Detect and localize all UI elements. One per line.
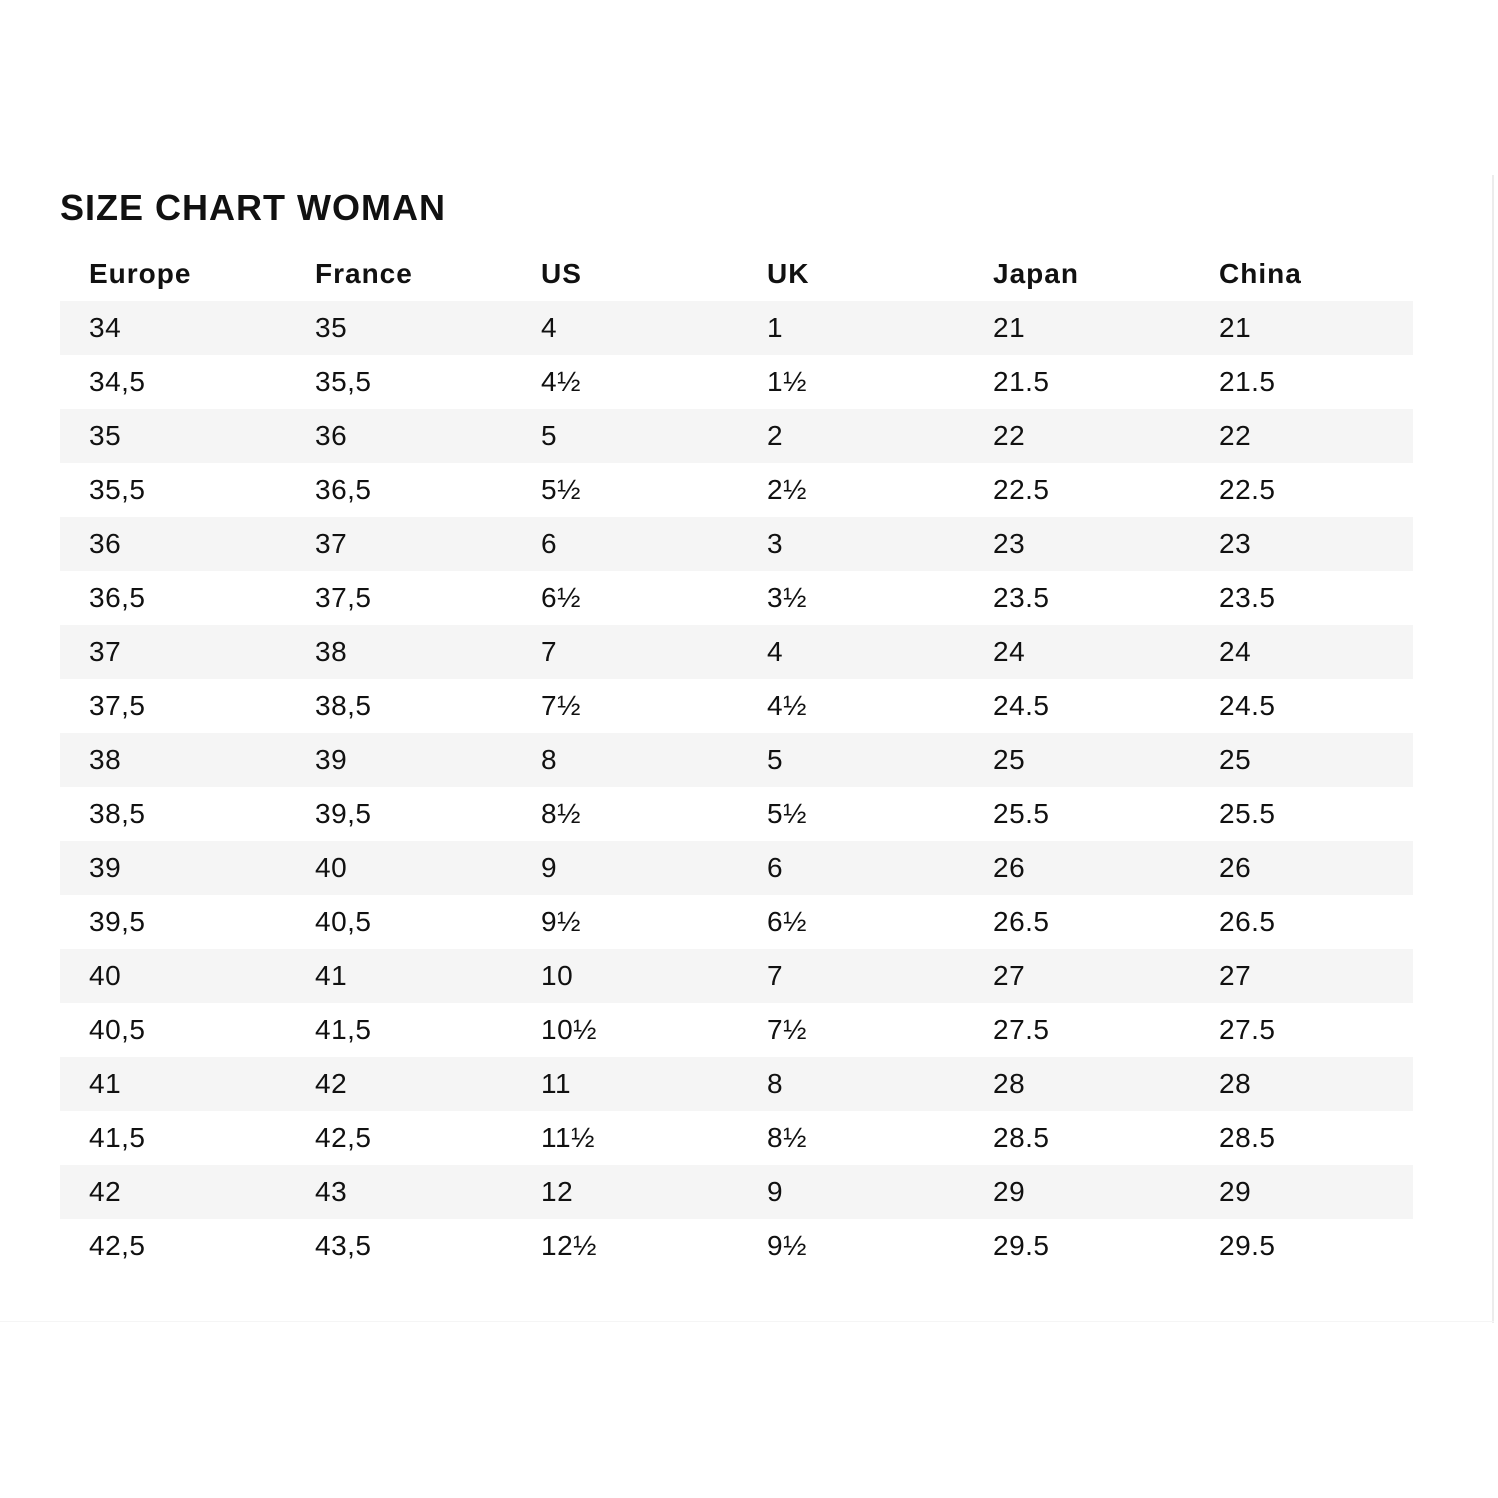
cell-france: 42,5	[315, 1122, 372, 1153]
cell-europe: 37	[89, 636, 122, 667]
table-row	[60, 355, 1413, 409]
cell-france: 36,5	[315, 474, 372, 505]
table-row	[60, 1057, 1413, 1111]
cell-europe: 37,5	[89, 690, 146, 721]
table-body	[60, 301, 1413, 1273]
cell-france: 35	[315, 312, 348, 343]
cell-china: 25	[1219, 744, 1252, 775]
cell-europe: 38	[89, 744, 122, 775]
cell-uk: 6½	[767, 906, 807, 937]
column-header-france: France	[315, 258, 413, 289]
cell-europe: 34,5	[89, 366, 146, 397]
table-row	[60, 787, 1413, 841]
cell-us: 7½	[541, 690, 581, 721]
cell-uk: 5	[767, 744, 784, 775]
cell-japan: 25.5	[993, 798, 1050, 829]
cell-us: 6	[541, 528, 558, 559]
cell-uk: 4	[767, 636, 784, 667]
cell-europe: 42,5	[89, 1230, 146, 1261]
table-row	[60, 1219, 1413, 1273]
cell-france: 41,5	[315, 1014, 372, 1045]
cell-china: 29	[1219, 1176, 1252, 1207]
cell-china: 28	[1219, 1068, 1252, 1099]
cell-europe: 41,5	[89, 1122, 146, 1153]
cell-france: 43	[315, 1176, 348, 1207]
cell-uk: 1	[767, 312, 784, 343]
cell-japan: 28	[993, 1068, 1026, 1099]
cell-uk: 5½	[767, 798, 807, 829]
cell-japan: 24	[993, 636, 1026, 667]
cell-europe: 39,5	[89, 906, 146, 937]
cell-france: 42	[315, 1068, 348, 1099]
cell-uk: 1½	[767, 366, 807, 397]
table-row	[60, 895, 1413, 949]
cell-us: 6½	[541, 582, 581, 613]
cell-uk: 4½	[767, 690, 807, 721]
table-row	[60, 1111, 1413, 1165]
table-header-row	[60, 247, 1413, 301]
cell-japan: 22.5	[993, 474, 1050, 505]
table-row	[60, 301, 1413, 355]
table-row	[60, 571, 1413, 625]
cell-uk: 7	[767, 960, 784, 991]
cell-china: 22.5	[1219, 474, 1276, 505]
cell-japan: 25	[993, 744, 1026, 775]
cell-china: 24	[1219, 636, 1252, 667]
cell-japan: 21.5	[993, 366, 1050, 397]
cell-china: 29.5	[1219, 1230, 1276, 1261]
cell-uk: 7½	[767, 1014, 807, 1045]
cell-china: 26.5	[1219, 906, 1276, 937]
cell-china: 23.5	[1219, 582, 1276, 613]
cell-france: 41	[315, 960, 348, 991]
cell-japan: 28.5	[993, 1122, 1050, 1153]
column-header-china: China	[1219, 258, 1302, 289]
cell-us: 10½	[541, 1014, 597, 1045]
cell-france: 38	[315, 636, 348, 667]
cell-france: 43,5	[315, 1230, 372, 1261]
cell-china: 25.5	[1219, 798, 1276, 829]
cell-france: 39,5	[315, 798, 372, 829]
cell-europe: 40	[89, 960, 122, 991]
cell-china: 27.5	[1219, 1014, 1276, 1045]
cell-china: 26	[1219, 852, 1252, 883]
cell-japan: 29	[993, 1176, 1026, 1207]
cell-europe: 42	[89, 1176, 122, 1207]
cell-us: 8½	[541, 798, 581, 829]
column-header-us: US	[541, 258, 582, 289]
cell-europe: 40,5	[89, 1014, 146, 1045]
cell-uk: 9½	[767, 1230, 807, 1261]
table-row	[60, 679, 1413, 733]
cell-france: 35,5	[315, 366, 372, 397]
cell-japan: 23.5	[993, 582, 1050, 613]
cell-uk: 6	[767, 852, 784, 883]
table-row	[60, 733, 1413, 787]
cell-uk: 3½	[767, 582, 807, 613]
cell-japan: 27.5	[993, 1014, 1050, 1045]
cell-us: 9½	[541, 906, 581, 937]
cell-europe: 34	[89, 312, 122, 343]
cell-china: 23	[1219, 528, 1252, 559]
cell-china: 21.5	[1219, 366, 1276, 397]
size-chart-table	[60, 247, 1413, 1273]
column-header-uk: UK	[767, 258, 810, 289]
table-row	[60, 1165, 1413, 1219]
table-row	[60, 625, 1413, 679]
cell-france: 39	[315, 744, 348, 775]
cell-france: 37,5	[315, 582, 372, 613]
table-row	[60, 1003, 1413, 1057]
cell-uk: 2	[767, 420, 784, 451]
cell-uk: 9	[767, 1176, 784, 1207]
column-header-europe: Europe	[89, 258, 192, 289]
table-row	[60, 517, 1413, 571]
cell-us: 8	[541, 744, 558, 775]
cell-europe: 36	[89, 528, 122, 559]
cell-us: 5½	[541, 474, 581, 505]
cell-uk: 2½	[767, 474, 807, 505]
cell-japan: 21	[993, 312, 1026, 343]
cell-japan: 23	[993, 528, 1026, 559]
cell-us: 4½	[541, 366, 581, 397]
cell-france: 40,5	[315, 906, 372, 937]
cell-japan: 27	[993, 960, 1026, 991]
table-row	[60, 841, 1413, 895]
cell-europe: 39	[89, 852, 122, 883]
cell-china: 28.5	[1219, 1122, 1276, 1153]
table-row	[60, 463, 1413, 517]
cell-europe: 35	[89, 420, 122, 451]
cell-uk: 3	[767, 528, 784, 559]
panel-bottom-divider	[0, 1321, 1494, 1322]
cell-france: 40	[315, 852, 348, 883]
cell-japan: 29.5	[993, 1230, 1050, 1261]
cell-uk: 8	[767, 1068, 784, 1099]
cell-japan: 26	[993, 852, 1026, 883]
cell-china: 21	[1219, 312, 1252, 343]
cell-europe: 38,5	[89, 798, 146, 829]
cell-uk: 8½	[767, 1122, 807, 1153]
cell-us: 12½	[541, 1230, 597, 1261]
cell-us: 11	[541, 1068, 572, 1099]
cell-us: 4	[541, 312, 558, 343]
cell-france: 37	[315, 528, 348, 559]
table-row	[60, 949, 1413, 1003]
cell-china: 22	[1219, 420, 1252, 451]
cell-us: 10	[541, 960, 574, 991]
cell-japan: 26.5	[993, 906, 1050, 937]
cell-china: 24.5	[1219, 690, 1276, 721]
page-title: SIZE CHART WOMAN	[60, 187, 446, 228]
cell-us: 12	[541, 1176, 574, 1207]
cell-japan: 24.5	[993, 690, 1050, 721]
cell-us: 9	[541, 852, 558, 883]
table-row	[60, 409, 1413, 463]
cell-us: 5	[541, 420, 558, 451]
cell-japan: 22	[993, 420, 1026, 451]
cell-france: 38,5	[315, 690, 372, 721]
column-header-japan: Japan	[993, 258, 1079, 289]
cell-us: 7	[541, 636, 558, 667]
cell-china: 27	[1219, 960, 1252, 991]
cell-france: 36	[315, 420, 348, 451]
cell-europe: 41	[89, 1068, 122, 1099]
cell-europe: 36,5	[89, 582, 146, 613]
cell-europe: 35,5	[89, 474, 146, 505]
panel-right-divider	[1492, 175, 1494, 1323]
cell-us: 11½	[541, 1122, 595, 1153]
